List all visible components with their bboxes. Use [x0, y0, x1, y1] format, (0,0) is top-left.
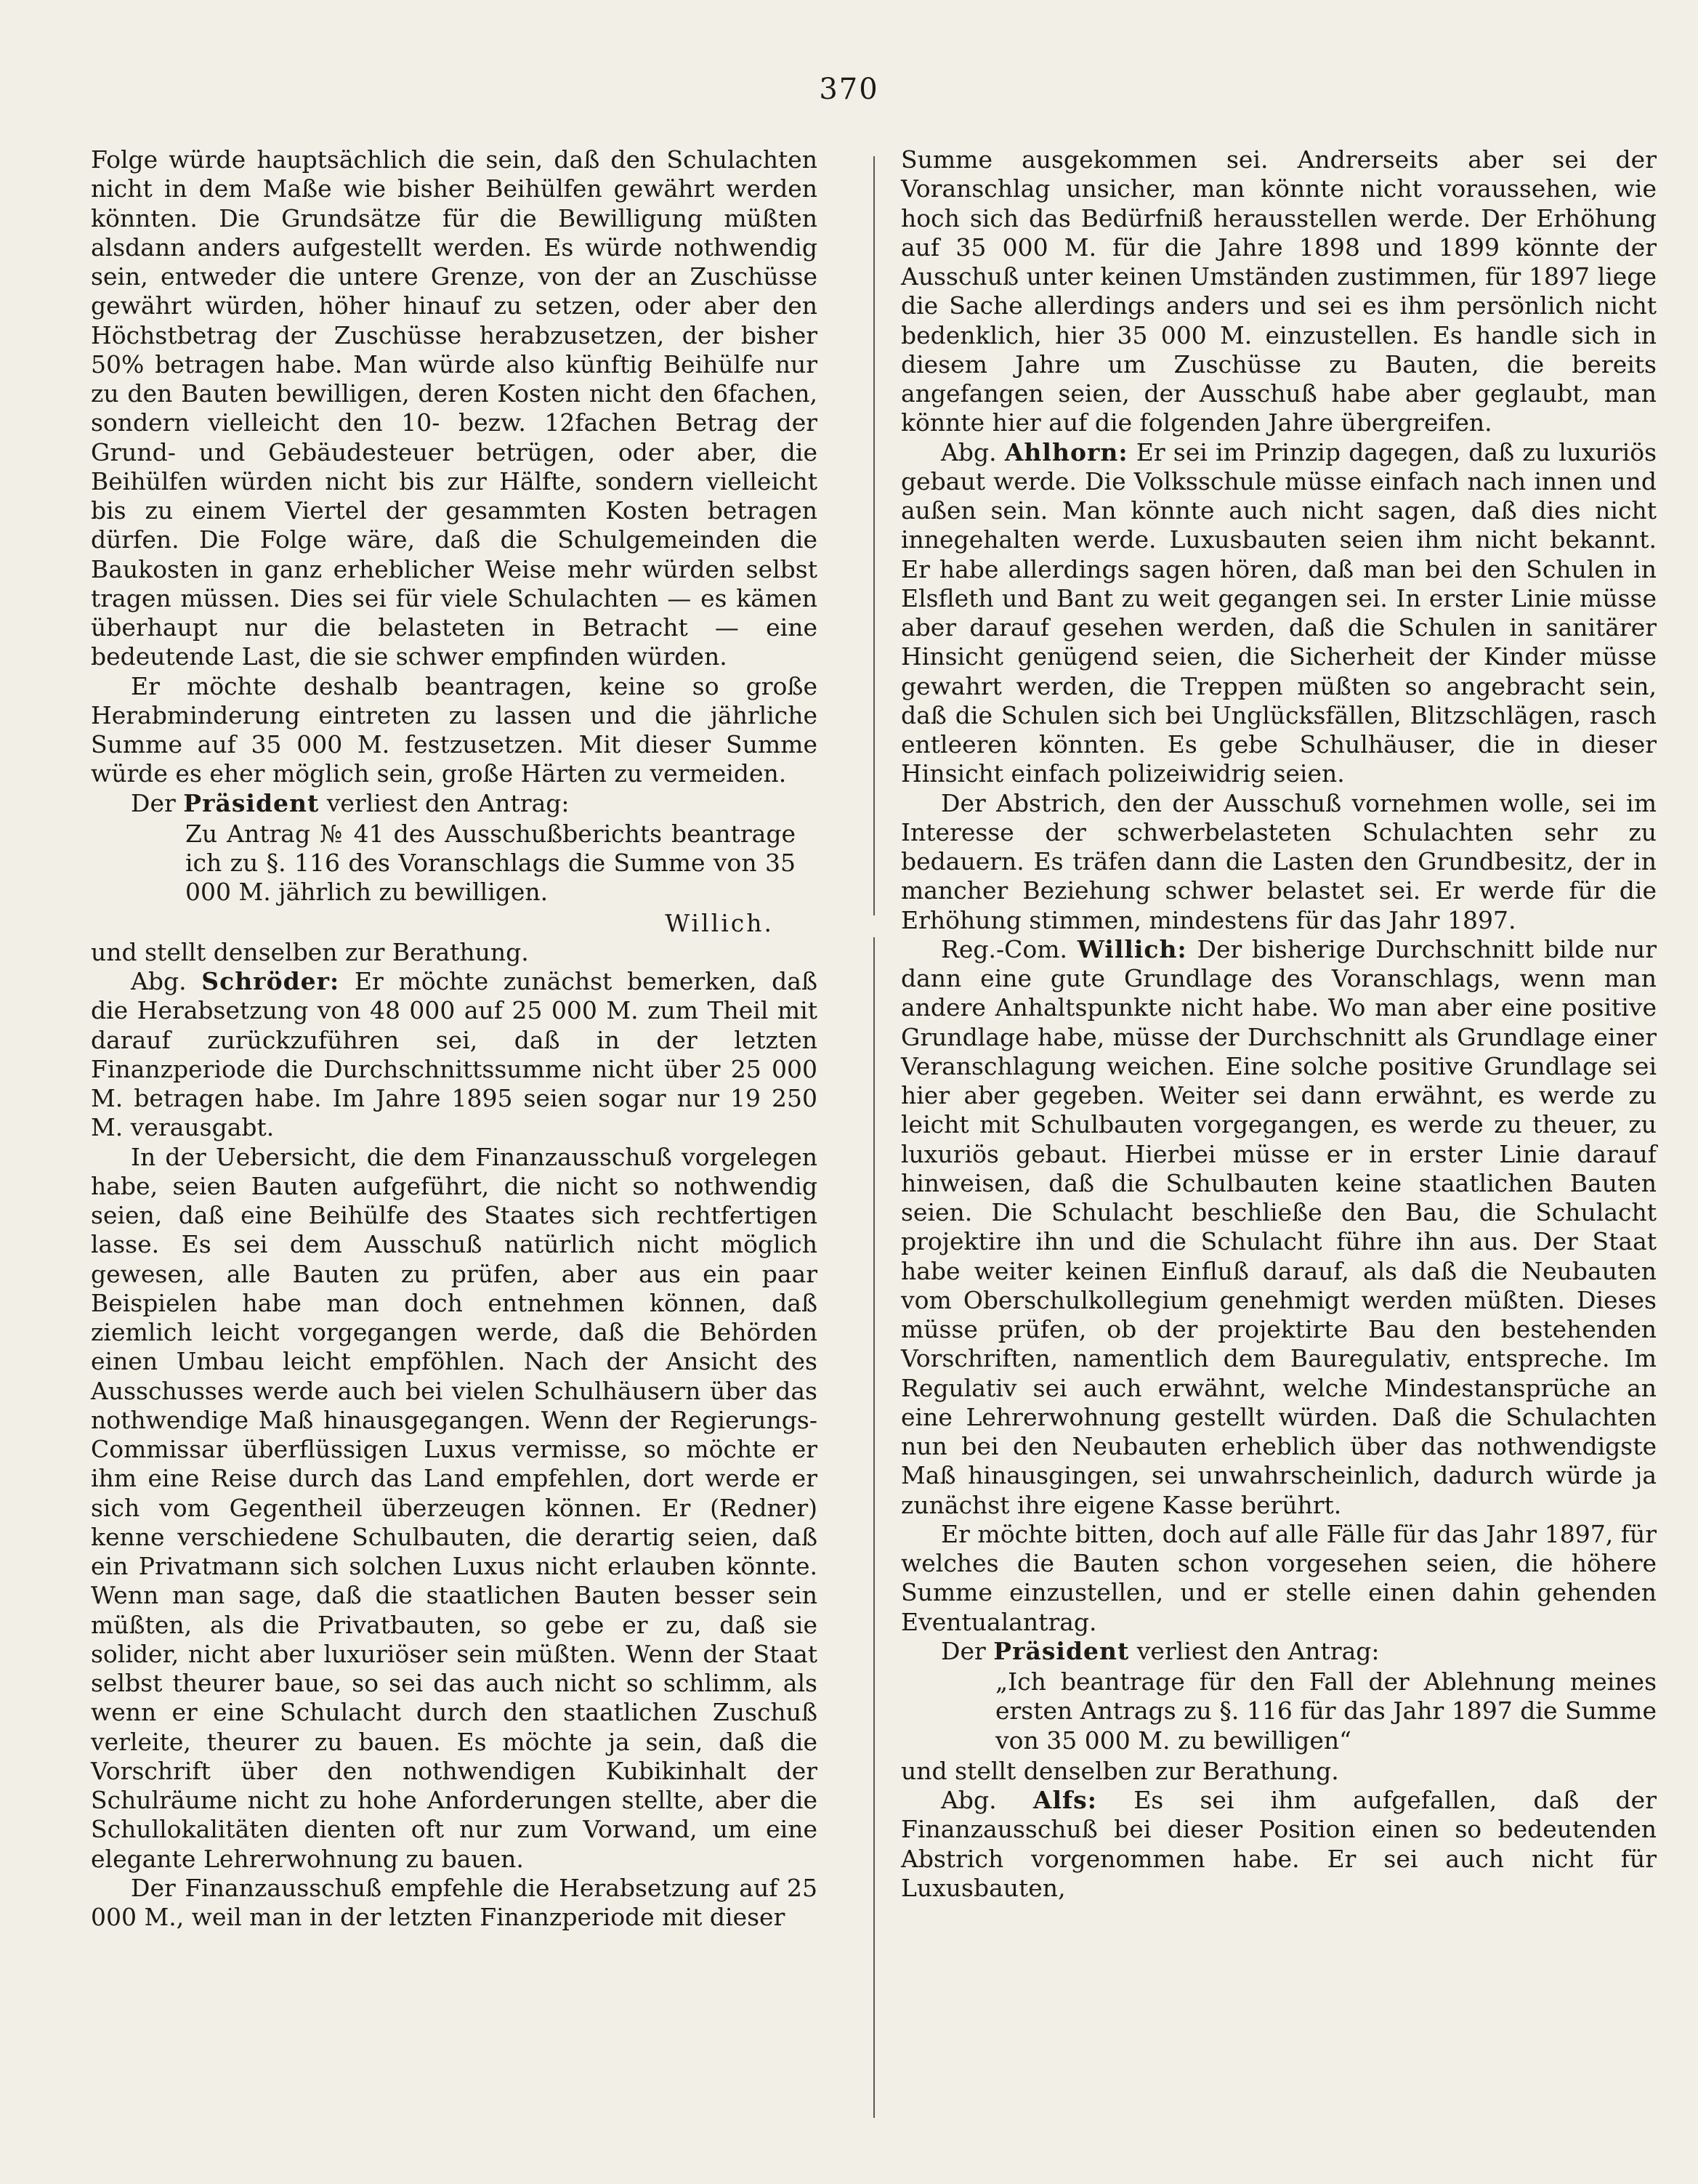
speaker-paragraph [91, 789, 817, 818]
column-divider-gap [873, 915, 875, 937]
speaker-paragraph [91, 967, 817, 1143]
speaker-title: Der [941, 1636, 986, 1665]
paragraph: und stellt denselben zur Berathung. [91, 937, 529, 966]
paragraph: Der Abstrich, den der Ausschuß vornehmen wolle, sei im Interesse der schwerbelasteten Schulachten sehr zu bedauern. Es träfen dann die Lasten den Grundbesitz, der in mancher Beziehung schwer belastet sei. Er werde für die Erhöhung stimmen, mindestens für das Jahr 1897. [901, 788, 1657, 934]
left-column [91, 145, 817, 1932]
column-divider [873, 156, 875, 2118]
speaker-name: Präsident [183, 788, 320, 817]
speaker-name: Schröder: [201, 967, 340, 995]
speaker-paragraph [901, 1637, 1657, 1666]
paragraph: Er möchte bitten, doch auf alle Fälle für das Jahr 1897, für welches die Bauten schon vorgesehen seien, die höhere Summe einzustellen, und er stelle einen dahin gehenden Eventualantrag. [901, 1519, 1657, 1636]
speaker-name: Alfs: [1032, 1786, 1097, 1814]
speaker-paragraph [901, 1786, 1657, 1903]
speaker-title: Der [131, 788, 176, 817]
paragraph: In der Uebersicht, die dem Finanzausschuß vorgelegen habe, seien Bauten aufgeführt, die nicht so nothwendig seien, daß eine Beihülfe des Staates sich rechtfertigen lasse. Es sei dem Ausschuß natürlich nicht möglich gewesen, alle Bauten zu prüfen, aber aus ein paar Beispielen habe man doch entnehmen können, daß ziemlich leicht vorgegangen werde, daß die Behörden einen Umbau leicht empföhlen. Nach der Ansicht des Ausschusses werde auch bei vielen Schulhäusern über das nothwendige Maß hinausgegangen. Wenn der Regierungs-Commissar überflüssigen Luxus vermisse, so möchte er ihm eine Reise durch das Land empfehlen, dort werde er sich vom Gegentheil überzeugen können. Er (Redner) kenne verschiedene Schulbauten, die derartig seien, daß ein Privatmann sich solchen Luxus nicht erlauben könnte. Wenn man sage, daß die staatlichen Bauten besser sein müßten, als die Privatbauten, so gebe er zu, daß sie solider, nicht aber luxuriöser sein müßten. Wenn der Staat selbst theurer baue, so sei das auch nicht so schlimm, als wenn er eine Schulacht durch den staatlichen Zuschuß verleite, theurer zu bauen. Es möchte ja sein, daß die Vorschrift über den nothwendigen Kubikinhalt der Schulräume nicht zu hohe Anforderungen stellte, aber die Schullokalitäten dienten oft nur zum Vorwand, um eine elegante Lehrerwohnung zu bauen. [91, 1142, 817, 1873]
speaker-paragraph [901, 935, 1657, 1520]
speaker-name: Präsident [993, 1636, 1130, 1665]
speaker-paragraph [901, 438, 1657, 789]
speech-text: Er möchte zunächst bemerken, daß die Herabsetzung von 48 000 auf 25 000 M. zum Theil mit darauf zurückzuführen sei, daß in der letzten Finanzperiode die Durchschnittssumme nicht über 25 000 M. betragen habe. Im Jahre 1895 seien sogar nur 19 250 M. verausgabt. [91, 967, 818, 1142]
speech-text: Es sei ihm aufgefallen, daß der Finanzausschuß bei dieser Position einen so bedeutenden Abstrich vorgenommen habe. Er sei auch nicht für Luxusbauten, [901, 1786, 1657, 1902]
paragraph: Er möchte deshalb beantragen, keine so große Herabminderung eintreten zu lassen und die jährliche Summe auf 35 000 M. festzusetzen. Mit dieser Summe würde es eher möglich sein, große Härten zu vermeiden. [91, 671, 817, 788]
signature: Willich. [665, 908, 774, 937]
paragraph: Summe ausgekommen sei. Andrerseits aber sei der Voranschlag unsicher, man könnte nicht voraussehen, wie hoch sich das Bedürfniß herausstellen werde. Der Erhöhung auf 35 000 M. für die Jahre 1898 und 1899 könnte der Ausschuß unter keinen Umständen zustimmen, für 1897 liege die Sache allerdings anders und sei es ihm persönlich nicht bedenklich, hier 35 000 M. einzustellen. Es handle sich in diesem Jahre um Zuschüsse zu Bauten, die bereits angefangen seien, der Ausschuß habe aber geglaubt, man könnte hier auf die folgenden Jahre übergreifen. [901, 145, 1657, 437]
page-number: 370 [819, 73, 879, 106]
motion-quote: Zu Antrag № 41 des Ausschußberichts beantrage ich zu §. 116 des Voranschlags die Summe von 35 000 M. jährlich zu bewilligen. [185, 819, 796, 907]
speaker-title: Reg.-Com. [941, 934, 1068, 963]
speech-text: verliest den Antrag: [1136, 1636, 1380, 1665]
right-column [901, 145, 1657, 1903]
speech-text: verliest den Antrag: [326, 788, 570, 817]
speech-text: Der bisherige Durchschnitt bilde nur dann eine gute Grundlage des Voranschlags, wenn man andere Anhaltspunkte nicht habe. Wo man aber eine positive Grundlage habe, müsse der Durchschnitt als Grundlage einer Veranschlagung weichen. Eine solche positive Grundlage sei hier aber gegeben. Weiter sei dann erwähnt, es werde zu leicht mit Schulbauten vorgegangen, es werde zu theuer, zu luxuriös gebaut. Hierbei müsse er in erster Linie darauf hinweisen, daß die Schulbauten keine staatlichen Bauten seien. Die Schulacht beschließe den Bau, die Schulacht projektire ihn und die Schulacht führe ihn aus. Der Staat habe weiter keinen Einfluß darauf, als daß die Neubauten vom Oberschulkollegium genehmigt werden müßten. Dieses müsse prüfen, ob der projektirte Bau den bestehenden Vorschriften, namentlich dem Bauregulativ, entspreche. Im Regulativ sei auch erwähnt, welche Mindestansprüche an eine Lehrerwohnung gestellt würden. Daß die Schulachten nun bei den Neubauten erheblich über das nothwendigste Maß hinausgingen, sei unwahrscheinlich, dadurch würde ja zunächst ihre eigene Kasse berührt. [901, 934, 1657, 1519]
speaker-name: Ahlhorn: [1004, 437, 1128, 466]
paragraph: Der Finanzausschuß empfehle die Herabsetzung auf 25 000 M., weil man in der letzten Finanzperiode mit dieser [91, 1873, 817, 1931]
speaker-title: Abg. [941, 1786, 997, 1814]
paragraph: und stellt denselben zur Berathung. [901, 1756, 1339, 1785]
speaker-name: Willich: [1077, 934, 1187, 963]
speaker-title: Abg. [941, 437, 997, 466]
motion-quote: „Ich beantrage für den Fall der Ablehnung meines ersten Antrags zu §. 116 für das Jahr 1897 die Summe von 35 000 M. zu bewilligen“ [995, 1667, 1657, 1755]
speaker-title: Abg. [131, 967, 187, 995]
paragraph: Folge würde hauptsächlich die sein, daß den Schulachten nicht in dem Maße wie bisher Beihülfen gewährt werden könnten. Die Grundsätze für die Bewilligung müßten alsdann anders aufgestellt werden. Es würde nothwendig sein, entweder die untere Grenze, von der an Zuschüsse gewährt würden, höher hinauf zu setzen, oder aber den Höchstbetrag der Zuschüsse herabzusetzen, der bisher 50% betragen habe. Man würde also künftig Beihülfe nur zu den Bauten bewilligen, deren Kosten nicht den 6fachen, sondern vielleicht den 10- bezw. 12fachen Betrag der Grund- und Gebäudesteuer betrügen, oder aber, die Beihülfen würden nicht bis zur Hälfte, sondern vielleicht bis zu einem Viertel der gesammten Kosten betragen dürfen. Die Folge wäre, daß die Schulgemeinden die Baukosten in ganz erheblicher Weise mehr würden selbst tragen müssen. Dies sei für viele Schulachten — es kämen überhaupt nur die belasteten in Betracht — eine bedeutende Last, die sie schwer empfinden würden. [91, 145, 817, 671]
speech-text: Er sei im Prinzip dagegen, daß zu luxuriös gebaut werde. Die Volksschule müsse einfach nach innen und außen sein. Man könnte auch nicht sagen, daß dies nicht innegehalten werde. Luxusbauten seien ihm nicht bekannt. Er habe allerdings sagen hören, daß man bei den Schulen in Elsfleth und Bant zu weit gegangen sei. In erster Linie müsse aber darauf gesehen werden, daß die Schulen in sanitärer Hinsicht genügend seien, die Sicherheit der Kinder müsse gewahrt werden, die Treppen müßten so angebracht sein, daß die Schulen sich bei Unglücksfällen, Blitzschlägen, rasch entleeren könnten. Es gebe Schulhäuser, die in dieser Hinsicht einfach polizeiwidrig seien. [901, 437, 1657, 788]
